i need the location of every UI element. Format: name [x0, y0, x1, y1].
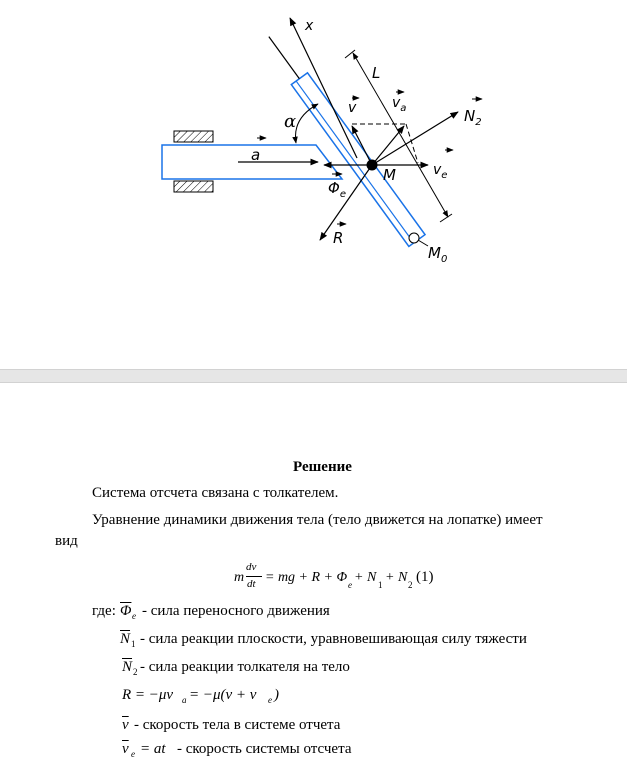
- dim-ext-bottom: [440, 214, 452, 222]
- m-label: M: [383, 166, 396, 184]
- r-label: R: [333, 229, 344, 247]
- dim-L: [353, 53, 448, 217]
- mechanics-diagram: [0, 0, 627, 300]
- eq-numerator: dv: [246, 561, 257, 573]
- x-axis: [290, 18, 357, 158]
- point-m: [367, 160, 378, 171]
- guide-top: [174, 131, 213, 142]
- equation: m dv dt = mg + R + Φ e + N 1 + N 2 (1): [234, 561, 434, 590]
- va-label: $v_a$: [392, 95, 407, 114]
- x-axis-label: x: [305, 18, 314, 34]
- ve-label: $v_e$: [433, 162, 448, 181]
- eq-denominator: dt: [247, 578, 256, 590]
- heading: Решение: [293, 459, 352, 475]
- eq-number: (1): [416, 569, 434, 585]
- para-1: Система отсчета связана с толкателем.: [92, 485, 339, 501]
- n2-label: $N_2$: [464, 107, 482, 128]
- page-break: [0, 369, 627, 383]
- dim-L-label: L: [372, 64, 381, 82]
- point-m0: [409, 233, 419, 243]
- alpha-arc: [295, 104, 318, 143]
- m0-leader: [418, 240, 428, 246]
- m0-label: $M_0$: [428, 244, 448, 265]
- r-vector: [320, 165, 372, 240]
- alpha-label: α: [284, 111, 297, 132]
- para-2-line-1: Уравнение динамики движения тела (тело движется на лопатке) имеет: [92, 512, 543, 528]
- para-2-line-2: вид: [55, 533, 78, 549]
- va-vector: [372, 126, 404, 165]
- a-label: a: [251, 146, 261, 164]
- eq-rhs: = mg + R + Φ: [265, 570, 348, 585]
- phi-e-label: $\Phi_e$: [328, 179, 346, 200]
- guide-bottom: [174, 181, 213, 192]
- blade: [261, 31, 425, 247]
- v-label: v: [348, 100, 357, 116]
- n2-vector: [372, 112, 458, 165]
- v-vector: [352, 126, 372, 165]
- where-label: где:: [92, 603, 116, 619]
